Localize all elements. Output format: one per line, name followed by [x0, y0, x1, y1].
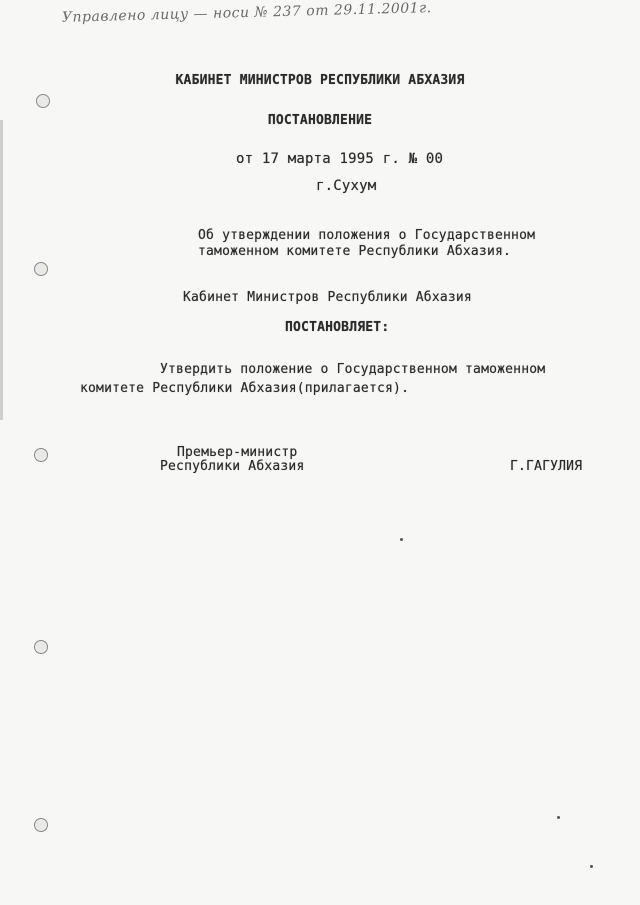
punch-hole-icon	[36, 94, 50, 108]
issuer-heading: КАБИНЕТ МИНИСТРОВ РЕСПУБЛИКИ АБХАЗИЯ	[175, 73, 465, 88]
date-number: от 17 марта 1995 г. № 00	[236, 151, 444, 167]
punch-hole-icon	[34, 262, 48, 276]
subject-line-2: таможенном комитете Республики Абхазия.	[198, 244, 512, 259]
signatory-title-2: Республики Абхазия	[160, 459, 305, 474]
handwritten-note: Управлено лицу — носи № 237 от 29.11.2001г.	[61, 0, 432, 26]
punch-hole-icon	[34, 448, 48, 462]
scan-speck	[557, 816, 560, 819]
document-type: ПОСТАНОВЛЕНИЕ	[267, 113, 373, 128]
preamble: Кабинет Министров Республики Абхазия	[183, 290, 472, 305]
city: г.Сухум	[316, 178, 377, 194]
punch-hole-icon	[34, 640, 48, 654]
body-line-1: Утвердить положение о Государственном таможенном	[160, 362, 546, 377]
signatory-name: Г.ГАГУЛИЯ	[510, 459, 583, 474]
scan-speck	[590, 865, 593, 868]
body-line-2: комитете Республики Абхазия(прилагается).	[80, 381, 410, 396]
punch-hole-icon	[34, 818, 48, 832]
subject-line-1: Об утверждении положения о Государственном	[198, 228, 536, 243]
scan-edge-shadow	[0, 120, 3, 420]
signatory-title-1: Премьер-министр	[177, 445, 298, 460]
resolves-heading: ПОСТАНОВЛЯЕТ:	[285, 320, 390, 335]
scan-speck	[400, 538, 403, 541]
